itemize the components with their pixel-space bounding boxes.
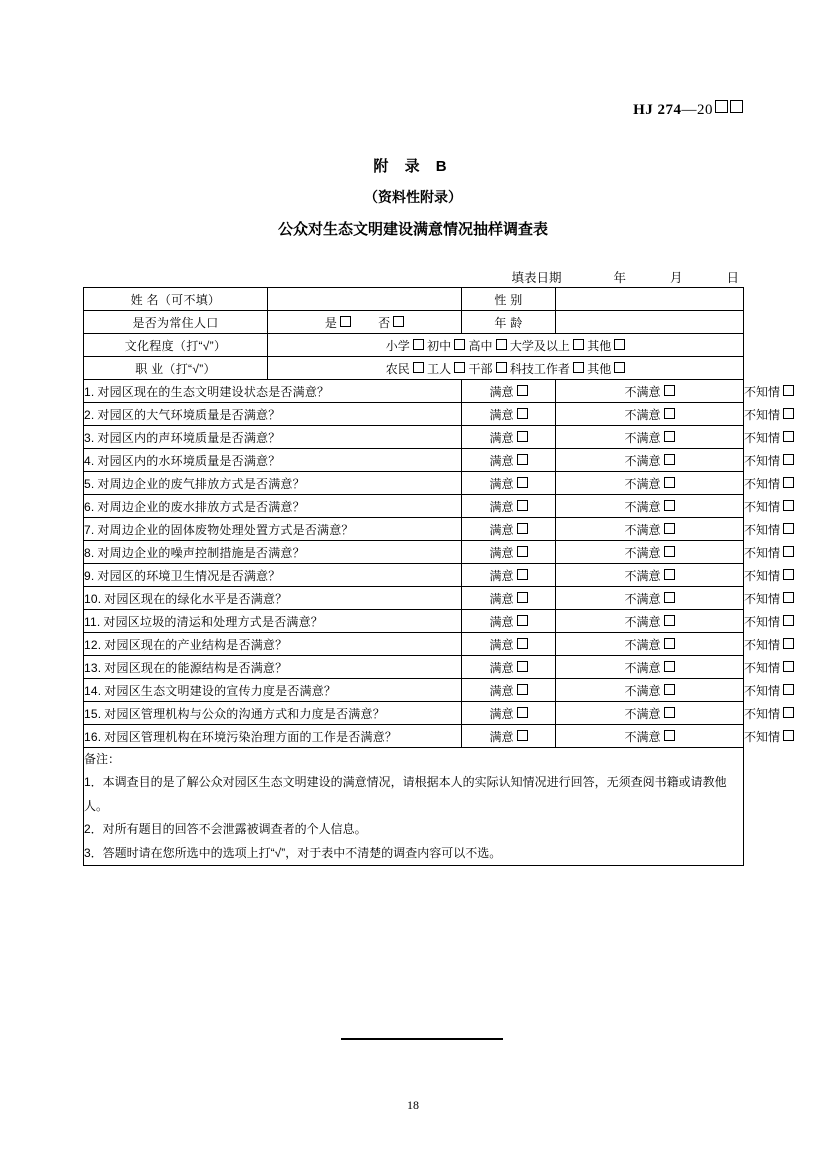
answer-label: 不满意 bbox=[624, 430, 661, 445]
education-label: 文化程度（打“√”） bbox=[84, 334, 268, 357]
answer-unsatisfied[interactable] bbox=[556, 656, 744, 679]
fill-date-label: 填表日期 bbox=[511, 271, 562, 285]
occupation-option-label: 科技工作者 bbox=[509, 361, 570, 376]
checkbox-icon[interactable] bbox=[783, 615, 794, 626]
answer-label: 不知情 bbox=[744, 476, 781, 491]
education-option-junior[interactable] bbox=[427, 339, 465, 353]
question-row bbox=[84, 633, 744, 656]
standard-year-prefix: 20 bbox=[697, 102, 713, 118]
answer-satisfied[interactable] bbox=[462, 587, 556, 610]
checkbox-icon[interactable] bbox=[517, 684, 528, 695]
answer-label: 不满意 bbox=[624, 568, 661, 583]
question-row bbox=[84, 426, 744, 449]
education-option-label: 大学及以上 bbox=[509, 338, 570, 353]
answer-satisfied[interactable] bbox=[462, 725, 556, 748]
question-number: 6. bbox=[84, 499, 95, 514]
question-number: 15. bbox=[84, 706, 102, 721]
fill-date-line bbox=[83, 268, 743, 286]
question-number: 2. bbox=[84, 407, 95, 422]
question-row bbox=[84, 449, 744, 472]
checkbox-icon[interactable] bbox=[517, 730, 528, 741]
answer-label: 不知情 bbox=[744, 614, 781, 629]
answer-unsatisfied[interactable] bbox=[556, 380, 744, 403]
answer-satisfied[interactable] bbox=[462, 679, 556, 702]
resident-yes-label: 是 bbox=[324, 315, 337, 330]
occupation-option-cadre[interactable] bbox=[468, 362, 506, 376]
checkbox-icon[interactable] bbox=[517, 523, 528, 534]
checkbox-icon[interactable] bbox=[664, 500, 675, 511]
answer-unsatisfied[interactable] bbox=[556, 541, 744, 564]
question-label: 对园区现在的产业结构是否满意？ bbox=[104, 637, 288, 652]
checkbox-icon[interactable] bbox=[664, 638, 675, 649]
answer-satisfied[interactable] bbox=[462, 426, 556, 449]
answer-satisfied[interactable] bbox=[462, 541, 556, 564]
question-label: 对周边企业的废气排放方式是否满意？ bbox=[97, 476, 305, 491]
answer-satisfied[interactable] bbox=[462, 403, 556, 426]
answer-satisfied[interactable] bbox=[462, 449, 556, 472]
occupation-option-worker[interactable] bbox=[427, 362, 465, 376]
question-row bbox=[84, 518, 744, 541]
checkbox-icon[interactable] bbox=[517, 408, 528, 419]
fill-date-day: 日 bbox=[726, 271, 739, 285]
answer-label: 满意 bbox=[489, 660, 514, 675]
answer-label: 满意 bbox=[489, 499, 514, 514]
answer-satisfied[interactable] bbox=[462, 610, 556, 633]
resident-options bbox=[268, 311, 462, 334]
question-text-cell bbox=[84, 656, 462, 679]
question-label: 对园区的环境卫生情况是否满意？ bbox=[97, 568, 281, 583]
question-text-cell bbox=[84, 472, 462, 495]
education-option-other[interactable] bbox=[587, 339, 625, 353]
answer-satisfied[interactable] bbox=[462, 656, 556, 679]
question-text-cell bbox=[84, 403, 462, 426]
answer-unsatisfied[interactable] bbox=[556, 587, 744, 610]
answer-unsatisfied[interactable] bbox=[556, 472, 744, 495]
survey-table bbox=[83, 287, 781, 866]
checkbox-icon[interactable] bbox=[340, 316, 351, 327]
checkbox-icon[interactable] bbox=[517, 638, 528, 649]
answer-satisfied[interactable] bbox=[462, 380, 556, 403]
answer-label: 不知情 bbox=[744, 568, 781, 583]
answer-label: 不知情 bbox=[744, 430, 781, 445]
question-row bbox=[84, 495, 744, 518]
answer-label: 不知情 bbox=[744, 453, 781, 468]
answer-label: 不知情 bbox=[744, 545, 781, 560]
checkbox-icon[interactable] bbox=[517, 477, 528, 488]
checkbox-icon[interactable] bbox=[517, 546, 528, 557]
remark-cell bbox=[84, 748, 744, 866]
table-row-resident-age bbox=[84, 311, 744, 334]
table-row-remark bbox=[84, 748, 744, 866]
question-number: 1. bbox=[84, 384, 95, 399]
occupation-option-scientist[interactable] bbox=[510, 362, 584, 376]
checkbox-icon[interactable] bbox=[517, 500, 528, 511]
answer-unsatisfied[interactable] bbox=[556, 518, 744, 541]
answer-label: 不知情 bbox=[744, 407, 781, 422]
question-row bbox=[84, 610, 744, 633]
answer-label: 满意 bbox=[489, 476, 514, 491]
checkbox-icon[interactable] bbox=[393, 316, 404, 327]
answer-satisfied[interactable] bbox=[462, 702, 556, 725]
question-number: 12. bbox=[84, 637, 102, 652]
gender-label: 性 别 bbox=[462, 288, 556, 311]
question-number: 10. bbox=[84, 591, 102, 606]
remark-heading: 备注： bbox=[84, 752, 121, 766]
question-number: 14. bbox=[84, 683, 102, 698]
checkbox-icon[interactable] bbox=[664, 707, 675, 718]
checkbox-icon[interactable] bbox=[573, 339, 584, 350]
remark-note-2: 2．对所有题目的回答不会泄露被调查者的个人信息。 bbox=[84, 822, 367, 837]
question-number: 11. bbox=[84, 614, 101, 629]
resident-option-yes[interactable] bbox=[325, 316, 351, 330]
question-label: 对园区管理机构与公众的沟通方式和力度是否满意？ bbox=[104, 706, 385, 721]
question-row bbox=[84, 472, 744, 495]
answer-satisfied[interactable] bbox=[462, 564, 556, 587]
question-text-cell bbox=[84, 495, 462, 518]
question-text-cell bbox=[84, 426, 462, 449]
question-text-cell bbox=[84, 610, 462, 633]
checkbox-icon[interactable] bbox=[664, 408, 675, 419]
page-number: 18 bbox=[407, 1098, 419, 1112]
remark-note-3: 3．答题时请在您所选中的选项上打“√”，对于表中不清楚的调查内容可以不选。 bbox=[84, 845, 502, 860]
answer-unsatisfied[interactable] bbox=[556, 633, 744, 656]
occupation-option-label: 其他 bbox=[587, 361, 612, 376]
checkbox-icon[interactable] bbox=[517, 385, 528, 396]
checkbox-icon[interactable] bbox=[783, 546, 794, 557]
checkbox-icon[interactable] bbox=[496, 362, 507, 373]
checkbox-icon[interactable] bbox=[783, 431, 794, 442]
name-input[interactable] bbox=[268, 288, 462, 311]
answer-label: 满意 bbox=[489, 522, 514, 537]
education-options bbox=[268, 334, 744, 357]
question-label: 对周边企业的废水排放方式是否满意？ bbox=[97, 499, 305, 514]
answer-label: 满意 bbox=[489, 430, 514, 445]
answer-unsatisfied[interactable] bbox=[556, 449, 744, 472]
answer-unsatisfied[interactable] bbox=[556, 495, 744, 518]
document-header bbox=[83, 100, 743, 119]
question-text-cell bbox=[84, 564, 462, 587]
education-option-label: 初中 bbox=[427, 338, 452, 353]
answer-label: 不知情 bbox=[744, 729, 781, 744]
age-input[interactable] bbox=[556, 311, 744, 334]
answer-label: 不满意 bbox=[624, 522, 661, 537]
answer-label: 满意 bbox=[489, 407, 514, 422]
checkbox-icon[interactable] bbox=[783, 661, 794, 672]
answer-label: 满意 bbox=[489, 729, 514, 744]
answer-label: 不满意 bbox=[624, 384, 661, 399]
age-label: 年 龄 bbox=[462, 311, 556, 334]
education-option-label: 高中 bbox=[468, 338, 493, 353]
answer-label: 不知情 bbox=[744, 637, 781, 652]
answer-label: 不知情 bbox=[744, 499, 781, 514]
checkbox-icon[interactable] bbox=[783, 408, 794, 419]
checkbox-icon[interactable] bbox=[783, 684, 794, 695]
question-number: 5. bbox=[84, 476, 95, 491]
question-text-cell bbox=[84, 541, 462, 564]
question-row bbox=[84, 541, 744, 564]
occupation-option-other[interactable] bbox=[587, 362, 625, 376]
question-number: 16. bbox=[84, 729, 102, 744]
question-number: 9. bbox=[84, 568, 95, 583]
question-text-cell bbox=[84, 633, 462, 656]
answer-unsatisfied[interactable] bbox=[556, 702, 744, 725]
fill-date-year: 年 bbox=[613, 271, 626, 285]
answer-unsatisfied[interactable] bbox=[556, 426, 744, 449]
answer-label: 不满意 bbox=[624, 660, 661, 675]
checkbox-icon[interactable] bbox=[517, 431, 528, 442]
checkbox-icon[interactable] bbox=[783, 523, 794, 534]
checkbox-icon[interactable] bbox=[664, 477, 675, 488]
answer-label: 满意 bbox=[489, 637, 514, 652]
education-option-primary[interactable] bbox=[386, 339, 424, 353]
question-text-cell bbox=[84, 702, 462, 725]
answer-label: 不满意 bbox=[624, 729, 661, 744]
fill-date-month: 月 bbox=[669, 271, 683, 285]
checkbox-icon[interactable] bbox=[413, 362, 424, 373]
checkbox-icon[interactable] bbox=[664, 684, 675, 695]
answer-satisfied[interactable] bbox=[462, 633, 556, 656]
checkbox-icon[interactable] bbox=[664, 730, 675, 741]
question-row bbox=[84, 679, 744, 702]
checkbox-icon[interactable] bbox=[664, 523, 675, 534]
question-label: 对园区内的水环境质量是否满意？ bbox=[97, 453, 281, 468]
occupation-option-farmer[interactable] bbox=[386, 362, 424, 376]
footer-rule bbox=[341, 1038, 503, 1040]
checkbox-icon[interactable] bbox=[664, 661, 675, 672]
answer-label: 不满意 bbox=[624, 614, 661, 629]
question-row bbox=[84, 564, 744, 587]
question-label: 对园区现在的能源结构是否满意？ bbox=[104, 660, 288, 675]
answer-label: 不满意 bbox=[624, 545, 661, 560]
answer-label: 不满意 bbox=[624, 683, 661, 698]
answer-label: 不知情 bbox=[744, 384, 781, 399]
question-text-cell bbox=[84, 518, 462, 541]
answer-label: 满意 bbox=[489, 453, 514, 468]
answer-label: 不知情 bbox=[744, 660, 781, 675]
checkbox-icon[interactable] bbox=[517, 615, 528, 626]
answer-unsatisfied[interactable] bbox=[556, 679, 744, 702]
question-label: 对园区现在的绿化水平是否满意？ bbox=[104, 591, 288, 606]
checkbox-icon[interactable] bbox=[783, 730, 794, 741]
standard-dash: — bbox=[681, 102, 697, 118]
question-label: 对周边企业的固体废物处理处置方式是否满意？ bbox=[97, 522, 354, 537]
resident-label: 是否为常住人口 bbox=[84, 311, 268, 334]
education-option-senior[interactable] bbox=[468, 339, 506, 353]
name-label: 姓 名（可不填） bbox=[84, 288, 268, 311]
checkbox-icon[interactable] bbox=[664, 385, 675, 396]
question-label: 对园区管理机构在环境污染治理方面的工作是否满意？ bbox=[104, 729, 398, 744]
year-digit-box-2 bbox=[730, 100, 743, 113]
checkbox-icon[interactable] bbox=[454, 362, 465, 373]
question-text-cell bbox=[84, 725, 462, 748]
education-option-university[interactable] bbox=[510, 339, 584, 353]
question-number: 13. bbox=[84, 660, 102, 675]
education-option-label: 其他 bbox=[587, 338, 612, 353]
question-number: 4. bbox=[84, 453, 95, 468]
answer-label: 满意 bbox=[489, 683, 514, 698]
checkbox-icon[interactable] bbox=[664, 546, 675, 557]
answer-label: 不满意 bbox=[624, 453, 661, 468]
checkbox-icon[interactable] bbox=[783, 454, 794, 465]
answer-label: 不知情 bbox=[744, 706, 781, 721]
occupation-option-label: 干部 bbox=[468, 361, 493, 376]
checkbox-icon[interactable] bbox=[614, 362, 625, 373]
occupation-options bbox=[268, 357, 744, 380]
checkbox-icon[interactable] bbox=[783, 707, 794, 718]
answer-label: 满意 bbox=[489, 545, 514, 560]
question-number: 3. bbox=[84, 430, 95, 445]
checkbox-icon[interactable] bbox=[664, 569, 675, 580]
answer-label: 不满意 bbox=[624, 499, 661, 514]
checkbox-icon[interactable] bbox=[664, 615, 675, 626]
checkbox-icon[interactable] bbox=[614, 339, 625, 350]
education-option-label: 小学 bbox=[385, 338, 410, 353]
table-row-occupation bbox=[84, 357, 744, 380]
answer-label: 不满意 bbox=[624, 706, 661, 721]
question-label: 对园区内的声环境质量是否满意？ bbox=[97, 430, 281, 445]
table-row-education bbox=[84, 334, 744, 357]
year-digit-box-1 bbox=[715, 100, 728, 113]
resident-no-label: 否 bbox=[378, 315, 391, 330]
answer-label: 满意 bbox=[489, 568, 514, 583]
question-number: 8. bbox=[84, 545, 95, 560]
question-label: 对园区垃圾的清运和处理方式是否满意？ bbox=[103, 614, 324, 629]
checkbox-icon[interactable] bbox=[783, 500, 794, 511]
title-block bbox=[0, 155, 826, 239]
gender-input[interactable] bbox=[556, 288, 744, 311]
table-row-name-gender bbox=[84, 288, 744, 311]
checkbox-icon[interactable] bbox=[664, 592, 675, 603]
answer-label: 不满意 bbox=[624, 591, 661, 606]
remark-note-1: 1．本调查目的是了解公众对园区生态文明建设的满意情况，请根据本人的实际认知情况进行回答，无须查阅书籍或请教他人。 bbox=[84, 775, 727, 813]
answer-unsatisfied[interactable] bbox=[556, 403, 744, 426]
answer-unsatisfied[interactable] bbox=[556, 725, 744, 748]
question-row bbox=[84, 656, 744, 679]
checkbox-icon[interactable] bbox=[783, 569, 794, 580]
answer-label: 满意 bbox=[489, 706, 514, 721]
answer-unsatisfied[interactable] bbox=[556, 610, 744, 633]
question-text-cell bbox=[84, 587, 462, 610]
question-label: 对周边企业的噪声控制措施是否满意？ bbox=[97, 545, 305, 560]
question-text-cell bbox=[84, 679, 462, 702]
checkbox-icon[interactable] bbox=[517, 707, 528, 718]
answer-label: 不知情 bbox=[744, 591, 781, 606]
checkbox-icon[interactable] bbox=[573, 362, 584, 373]
answer-satisfied[interactable] bbox=[462, 518, 556, 541]
question-label: 对园区生态文明建设的宣传力度是否满意？ bbox=[104, 683, 337, 698]
question-number: 7. bbox=[84, 522, 95, 537]
checkbox-icon[interactable] bbox=[517, 454, 528, 465]
checkbox-icon[interactable] bbox=[517, 661, 528, 672]
annex-heading: 附 录 B bbox=[373, 158, 453, 175]
checkbox-icon[interactable] bbox=[664, 431, 675, 442]
question-row bbox=[84, 587, 744, 610]
checkbox-icon[interactable] bbox=[496, 339, 507, 350]
checkbox-icon[interactable] bbox=[413, 339, 424, 350]
answer-label: 满意 bbox=[489, 591, 514, 606]
question-row bbox=[84, 702, 744, 725]
question-label: 对园区现在的生态文明建设状态是否满意？ bbox=[97, 384, 330, 399]
question-text-cell bbox=[84, 380, 462, 403]
answer-label: 满意 bbox=[489, 614, 514, 629]
question-row bbox=[84, 725, 744, 748]
occupation-label: 职 业（打“√”） bbox=[84, 357, 268, 380]
checkbox-icon[interactable] bbox=[454, 339, 465, 350]
checkbox-icon[interactable] bbox=[517, 592, 528, 603]
checkbox-icon[interactable] bbox=[783, 477, 794, 488]
occupation-option-label: 工人 bbox=[427, 361, 452, 376]
question-label: 对园区的大气环境质量是否满意？ bbox=[97, 407, 281, 422]
question-text-cell bbox=[84, 449, 462, 472]
answer-label: 满意 bbox=[489, 384, 514, 399]
checkbox-icon[interactable] bbox=[783, 638, 794, 649]
answer-satisfied[interactable] bbox=[462, 495, 556, 518]
question-row bbox=[84, 380, 744, 403]
question-row bbox=[84, 403, 744, 426]
answer-label: 不知情 bbox=[744, 683, 781, 698]
checkbox-icon[interactable] bbox=[517, 569, 528, 580]
standard-code: HJ 274 bbox=[633, 102, 682, 118]
checkbox-icon[interactable] bbox=[783, 385, 794, 396]
answer-label: 不满意 bbox=[624, 407, 661, 422]
answer-label: 不满意 bbox=[624, 637, 661, 652]
checkbox-icon[interactable] bbox=[783, 592, 794, 603]
annex-kind: （资料性附录） bbox=[364, 189, 462, 205]
answer-unsatisfied[interactable] bbox=[556, 564, 744, 587]
occupation-option-label: 农民 bbox=[385, 361, 410, 376]
answer-satisfied[interactable] bbox=[462, 472, 556, 495]
annex-name: 公众对生态文明建设满意情况抽样调查表 bbox=[277, 221, 548, 238]
answer-label: 不知情 bbox=[744, 522, 781, 537]
answer-label: 不满意 bbox=[624, 476, 661, 491]
checkbox-icon[interactable] bbox=[664, 454, 675, 465]
resident-option-no[interactable] bbox=[378, 316, 404, 330]
